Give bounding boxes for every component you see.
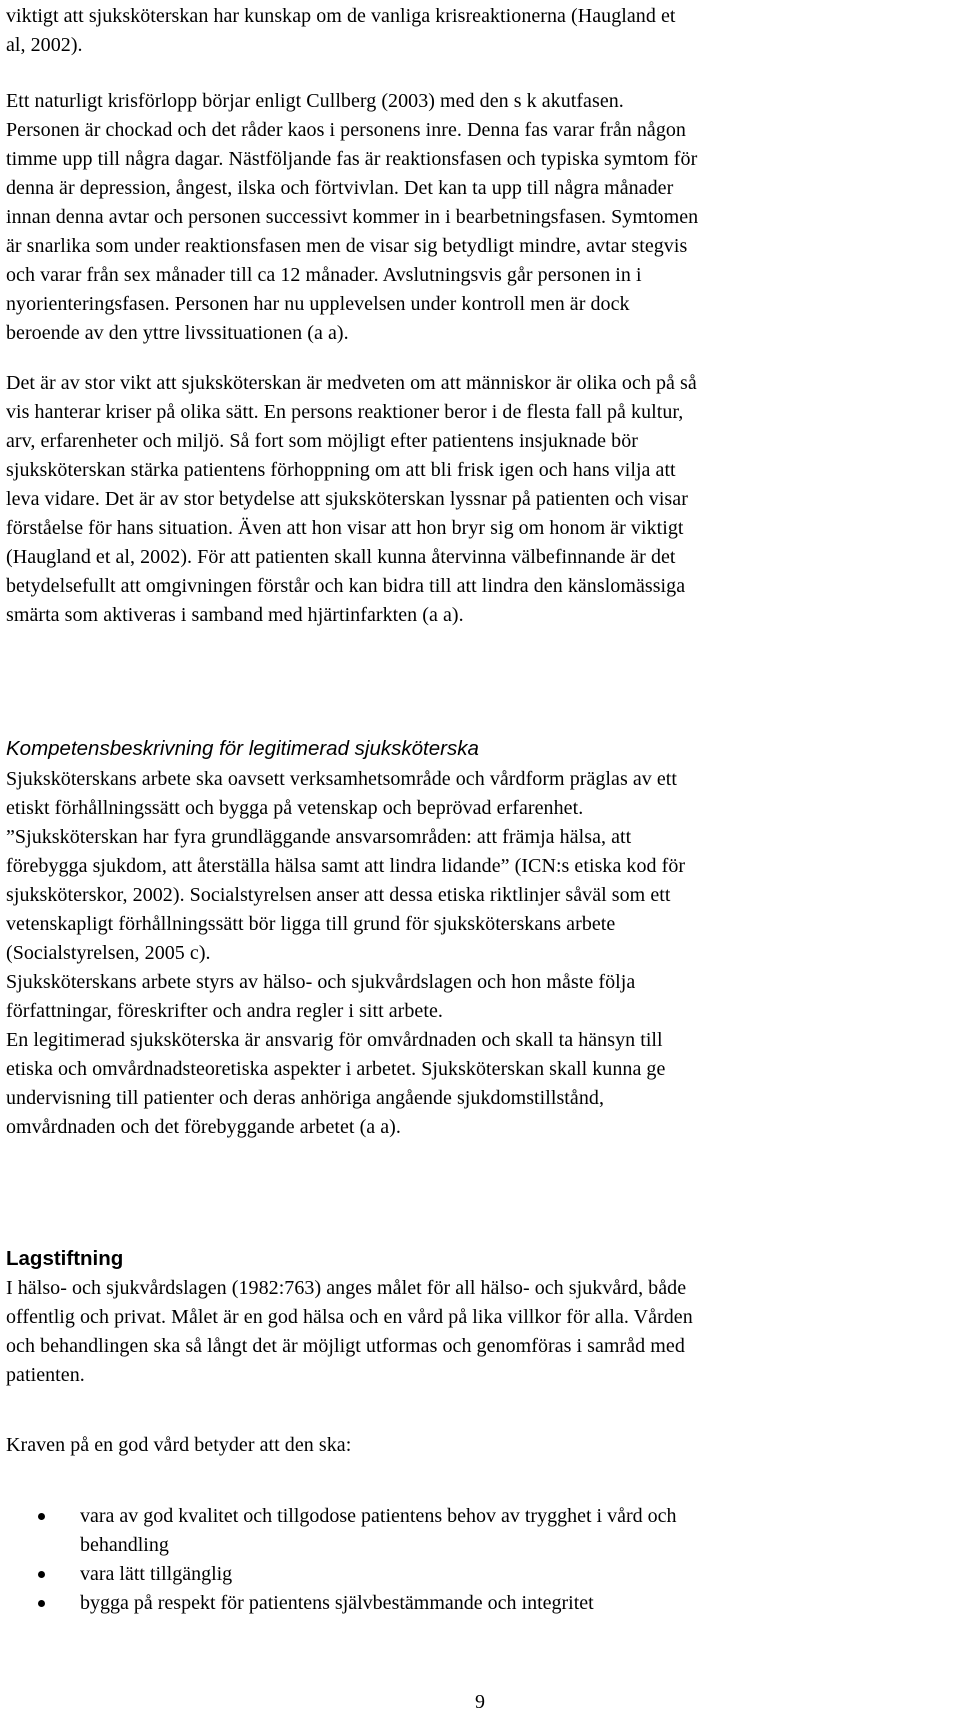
- text-line: En legitimerad sjuksköterska är ansvarig för omvårdnaden och skall ta hänsyn till: [6, 1029, 663, 1051]
- text-line: sjuksköterskan stärka patientens förhoppning om att bli frisk igen och hans vilja att: [6, 459, 676, 481]
- text-line: vis hanterar kriser på olika sätt. En persons reaktioner beror i de flesta fall på kultur,: [6, 401, 684, 423]
- text-line: viktigt att sjuksköterskan har kunskap om de vanliga krisreaktionerna (Haugland et: [6, 5, 676, 27]
- text-line: Kraven på en god vård betyder att den ska:: [6, 1434, 352, 1456]
- text-line: al, 2002).: [6, 34, 83, 56]
- list-item-text: vara av god kvalitet och tillgodose patientens behov av trygghet i vård och: [80, 1505, 677, 1527]
- text-line: undervisning till patienter och deras anhöriga angående sjukdomstillstånd,: [6, 1087, 604, 1109]
- list-item: [6, 1560, 954, 1589]
- text-line: Ett naturligt krisförlopp börjar enligt Cullberg (2003) med den s k akutfasen.: [6, 90, 624, 112]
- paragraph-2: [6, 87, 698, 348]
- text-line: etiska och omvårdnadsteoretiska aspekter i arbetet. Sjuksköterskan skall kunna ge: [6, 1058, 666, 1080]
- text-line: omvårdnaden och det förebyggande arbetet (a a).: [6, 1116, 401, 1138]
- text-line: beroende av den yttre livssituationen (a a).: [6, 322, 349, 344]
- text-line: nyorienteringsfasen. Personen har nu upplevelsen under kontroll men är dock: [6, 293, 630, 315]
- text-line: är snarlika som under reaktionsfasen men de visar sig betydligt mindre, avtar stegvis: [6, 235, 688, 257]
- paragraph-3: [6, 369, 697, 630]
- text-line: förebygga sjukdom, att återställa hälsa samt att lindra lidande” (ICN:s etiska kod för: [6, 855, 686, 877]
- requirements-list: [6, 1502, 954, 1618]
- list-item: [6, 1502, 954, 1560]
- text-line: Det är av stor vikt att sjuksköterskan är medveten om att människor är olika och på så: [6, 372, 697, 394]
- list-item-text: behandling: [80, 1534, 169, 1556]
- text-line: författningar, föreskrifter och andra regler i sitt arbete.: [6, 1000, 443, 1022]
- text-line: (Haugland et al, 2002). För att patienten skall kunna återvinna välbefinnande är det: [6, 546, 676, 568]
- text-line: sjuksköterskor, 2002). Socialstyrelsen anser att dessa etiska riktlinjer såväl som ett: [6, 884, 671, 906]
- text-line: I hälso- och sjukvårdslagen (1982:763) anges målet för all hälso- och sjukvård, både: [6, 1277, 687, 1299]
- paragraph-1: [6, 2, 675, 60]
- page-number: 9: [475, 1691, 485, 1713]
- text-line: Sjuksköterskans arbete ska oavsett verksamhetsområde och vårdform präglas av ett: [6, 768, 678, 790]
- text-line: offentlig och privat. Målet är en god hälsa och en vård på lika villkor för alla. Vården: [6, 1306, 693, 1328]
- text-line: patienten.: [6, 1364, 85, 1386]
- text-line: innan denna avtar och personen successivt kommer in i bearbetningsfasen. Symtomen: [6, 206, 699, 228]
- bullet-icon: [38, 1600, 45, 1607]
- text-line: Personen är chockad och det råder kaos i personens inre. Denna fas varar från någon: [6, 119, 686, 141]
- list-item: [6, 1589, 954, 1618]
- text-line: betydelsefullt att omgivningen förstår och kan bidra till att lindra den känslomässiga: [6, 575, 686, 597]
- bullet-icon: [38, 1513, 45, 1520]
- paragraph-6: [6, 1431, 351, 1460]
- text-line: denna är depression, ångest, ilska och förtvivlan. Det kan ta upp till några månader: [6, 177, 674, 199]
- text-line: timme upp till några dagar. Nästföljande fas är reaktionsfasen och typiska symtom för: [6, 148, 698, 170]
- text-line: leva vidare. Det är av stor betydelse att sjuksköterskan lyssnar på patienten och visar: [6, 488, 688, 510]
- text-line: (Socialstyrelsen, 2005 c).: [6, 942, 211, 964]
- text-line: Sjuksköterskans arbete styrs av hälso- och sjukvårdslagen och hon måste följa: [6, 971, 636, 993]
- paragraph-5: [6, 1274, 693, 1390]
- text-line: smärta som aktiveras i samband med hjärtinfarkten (a a).: [6, 604, 464, 626]
- text-line: och behandlingen ska så långt det är möjligt utformas och genomföras i samråd med: [6, 1335, 685, 1357]
- bullet-icon: [38, 1571, 45, 1578]
- section-heading-competence: Kompetensbeskrivning för legitimerad sjuksköterska: [6, 737, 479, 760]
- list-item-text: bygga på respekt för patientens självbestämmande och integritet: [80, 1592, 594, 1614]
- text-line: etiskt förhållningssätt och bygga på vetenskap och beprövad erfarenhet.: [6, 797, 584, 819]
- text-line: vetenskapligt förhållningssätt bör ligga till grund för sjuksköterskans arbete: [6, 913, 616, 935]
- text-line: ”Sjuksköterskan har fyra grundläggande ansvarsområden: att främja hälsa, att: [6, 826, 632, 848]
- paragraph-4: [6, 765, 685, 1142]
- section-heading-legislation: Lagstiftning: [6, 1247, 124, 1270]
- text-line: och varar från sex månader till ca 12 månader. Avslutningsvis går personen in i: [6, 264, 642, 286]
- text-line: förståelse för hans situation. Även att hon visar att hon bryr sig om honom är viktigt: [6, 517, 684, 539]
- list-item-text: vara lätt tillgänglig: [80, 1563, 233, 1585]
- text-line: arv, erfarenheter och miljö. Så fort som möjligt efter patientens insjuknade bör: [6, 430, 638, 452]
